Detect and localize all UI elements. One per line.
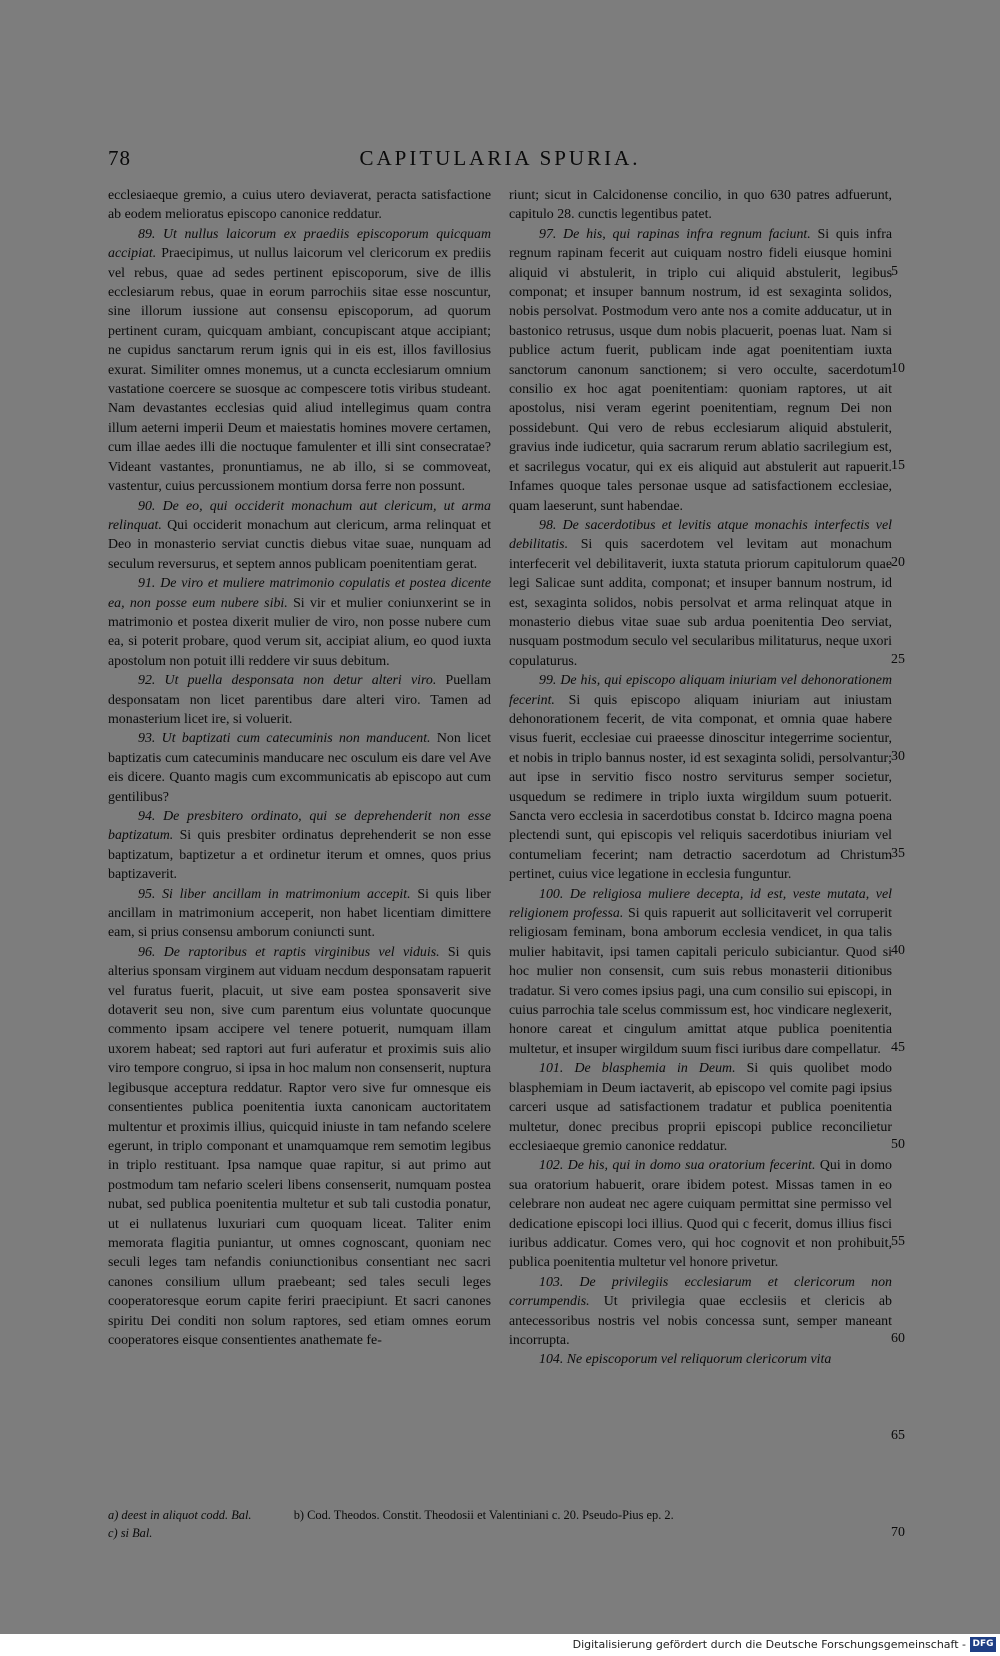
paragraph bbox=[108, 225, 491, 497]
paragraph bbox=[509, 1350, 892, 1369]
chapter-heading: 103. De privilegiis ecclesiarum et clericorum non corrumpendis. bbox=[509, 1274, 892, 1310]
chapter-heading: 99. De his, qui episcopo aliquam iniuriam vel dehonorationem fecerint. bbox=[509, 673, 892, 708]
chapter-heading: 100. De religiosa muliere decepta, id est, veste mutata, vel religionem professa. bbox=[509, 886, 892, 922]
chapter-heading: 102. De his, qui in domo sua oratorium fecerint. bbox=[539, 1158, 816, 1174]
left-column bbox=[108, 186, 491, 1350]
paragraph-text: Si vir et mulier coniunxerint se in matrimonio et postea dixerit mulier de viro, non posse nubere cum ea, si poterit probare, quod verum sit, accipiat alium, eo quod iuxta apostolum non potuit illi reddere vir suus debitum. bbox=[108, 595, 491, 669]
chapter-heading: 96. De raptoribus et raptis virginibus vel viduis. bbox=[138, 944, 440, 960]
paragraph bbox=[509, 516, 892, 671]
right-column bbox=[509, 186, 892, 1370]
paragraph-text: Qui occiderit monachum aut clericum, arma relinquat et Deo in monasterio serviat cunctis diebus vitae suae, nunquam ad seculum reversurus, et septem annos publicam poenitentiam gerat. bbox=[108, 517, 491, 572]
footnote-b: b) Cod. Theodos. Constit. Theodosii et Valentiniani c. 20. Pseudo-Pius ep. 2. bbox=[293, 1508, 674, 1522]
line-number: 40 bbox=[891, 942, 905, 958]
paragraph-text: Si quis rapuerit aut sollicitaverit vel corruperit religiosam feminam, bona amborum ecclesia vendicet, in qua talis mulier habitavit, ipsi tamen capitali periculo subiciantur. Quod si hoc mulier non consensit, cum suis rebus monasterii ditionibus tradatur. Si vero comes ipsius pagi, una cum consilio sui episcopi, in cuius parrochia tale scelus commissum est, hoc vindicare neglexerit, honore careat et cingulum amittat atque publica poenitentia multetur, et insuper wirgildum suum fisci iuribus dare compellatur. bbox=[509, 906, 892, 1057]
paragraph-text: Qui in domo sua oratorium habuerit, orare ibidem potest. Missas tamen in eo celebrare non audeat nec agere cuiquam permittat sine permisso vel dedicatione episcopi loci illius. Quod qui c fecerit, domus illius fisci iuribus addicatur. Comes vero, qui hoc cognovit et non prohibuit, publica poenitentia multetur vel honore privetur. bbox=[509, 1158, 892, 1271]
paragraph-text: Si quis episcopo aliquam iniuriam aut iniustam dehonorationem fecerit, de vita componat, et omnia quae habere visus fuerit, ecclesiae cui praeesse dinoscitur integerrime socientur, et nobis in triplo bannus noster, id est sexaginta solidi, persolvantur; aut ipse in servitio fisco nostro serviturus semper societur, usquedum se redimere in triplo iuxta wirgildum suum potuerit. Sancta vero ecclesia in sacerdotibus constat b. Idcirco magna poena plectendi sunt, qui episcopis vel reliquis sacerdotibus iniuriam vel contumeliam fecerint; nam detractio sacerdotum ad Christum pertinet, cuius vice legatione in ecclesia funguntur. bbox=[509, 692, 892, 883]
paragraph bbox=[108, 943, 491, 1351]
paragraph bbox=[509, 671, 892, 884]
paragraph-text: Si quis alterius sponsam virginem aut viduam necdum desponsatam rapuerit vel furatus fuerit, placuit, ut sive eam postea sponsaverit sive dotaverit seu non, sive cum parentum eius voluntate quocunque commento ipsam accipere vel tenere potuerit, numquam illam uxorem habeat; sed raptori aut furi auferatur et proximis suis alio viro tempore congruo, si ipsa in hoc malum non consenserit, nuptura legibusque acceptura reddatur. Raptor vero sive fur omnesque eis consentientes publica poenitentia iuxta canonicam auctoritatem multentur et proximis illius, quicquid iniuste in tam nefando scelere egerunt, in triplo componant et unamquamque rem semotim legibus in triplo restituant. Ipsa namque quae rapitur, si aut primo aut postmodum tam nefario sceleri libens consenserit, numquam postea nubat, sed publica poenitentia multetur et sub tali custodia ponatur, ut ei nullatenus luxuriari cum quoquam liceat. Taliter enim memorata flagitia puniantur, ut omnes cognoscant, quoniam nec seculi leges tam nefandis coniunctionibus consentiant nec sacri canones consilium ullum praebeant; sed tales seculi leges cooperatoresque eorum capite feriri praecipiunt. Et sacri canones spiritu Dei conditi non solum raptores, sed etiam omnes eorum cooperatores eisque consentientes anathemate fe- bbox=[108, 944, 491, 1348]
chapter-heading: 93. Ut baptizati cum catecuminis non manducent. bbox=[138, 731, 431, 747]
paragraph bbox=[509, 1059, 892, 1156]
paragraph-text: riunt; sicut in Calcidonense concilio, in quo 630 patres adfuerunt, capitulo 28. cunctis legentibus patet. bbox=[509, 188, 892, 223]
line-number: 70 bbox=[891, 1524, 905, 1540]
paragraph bbox=[509, 1273, 892, 1351]
paragraph bbox=[509, 186, 892, 225]
chapter-heading: 90. De eo, qui occiderit monachum aut clericum, ut arma relinquat. bbox=[108, 498, 491, 533]
running-title: CAPITULARIA SPURIA. bbox=[359, 146, 641, 170]
paragraph-text: Ut privilegia quae ecclesiis et clericis ab antecessoribus nostris vel nobis concessa sunt, semper maneant incorrupta. bbox=[509, 1294, 892, 1348]
chapter-heading: 92. Ut puella desponsata non detur alteri viro. bbox=[138, 673, 437, 689]
chapter-heading: 89. Ut nullus laicorum ex praediis episcoporum quicquam accipiat. bbox=[108, 226, 491, 262]
paragraph-text: Si quis infra regnum rapinam fecerit aut cuiquam nostro fideli eiusque homini aliquid vi abstulerit, in triplo cui aliquid abstulerit, legibus componat; et insuper bannum nostrum, id est sexaginta solidos, nobis persolvat. Postmodum vero ante nos a comite adducatur, ut in bastonico retrusus, usque dum nobis placuerit, poenas luat. Nam si publice actum fuerit, publicam inde agat poenitentiam iuxta sanctorum canonum sanctionem; si vero occulte, sacerdotum consilio ex hoc agat poenitentiam: quoniam raptores, ut ait apostolus, nisi veram egerint poenitentiam, regnum Dei non possidebunt. Qui vero de rebus ecclesiarum aliquid abstulerit, gravius inde iudicetur, quia sacrarum rerum ablatio sacrilegium est, et sacrilegus vocatur, qui ex eis aliquid aut abstulerit aut rapuerit. Infames quoque tales personae usque ad satisfactionem ecclesiae, quam laeserunt, sunt habendae. bbox=[509, 226, 892, 514]
paragraph bbox=[108, 885, 491, 943]
footnote-c: c) si Bal. bbox=[108, 1526, 153, 1540]
digitization-footer bbox=[0, 1634, 1000, 1656]
chapter-heading: 97. De his, qui rapinas infra regnum faciunt. bbox=[539, 226, 811, 242]
footer-credit: Digitalisierung gefördert durch die Deutsche Forschungsgemeinschaft - bbox=[572, 1638, 966, 1651]
chapter-heading: 104. Ne episcoporum vel reliquorum clericorum vita bbox=[539, 1352, 832, 1368]
paragraph-text: Puellam desponsatam non licet parentibus dare alteri viro. Tamen ad monasterium licet ire, si voluerit. bbox=[108, 673, 491, 727]
line-number: 35 bbox=[891, 845, 905, 861]
paragraph bbox=[108, 671, 491, 729]
line-number: 55 bbox=[891, 1233, 905, 1249]
paragraph bbox=[108, 497, 491, 575]
paragraph bbox=[509, 1156, 892, 1272]
chapter-heading: 98. De sacerdotibus et levitis atque monachis interfectis vel debilitatis. bbox=[509, 517, 892, 553]
line-number: 45 bbox=[891, 1039, 905, 1055]
paragraph-text: Si quis presbiter ordinatus deprehenderit se non esse baptizatum, baptizetur a et ordinetur iterum et omnes, quos prius baptizaverit. bbox=[108, 828, 491, 883]
chapter-heading: 95. Si liber ancillam in matrimonium accepit. bbox=[138, 886, 411, 902]
paragraph bbox=[108, 186, 491, 225]
paragraph-text: Si quis liber ancillam in matrimonium acceperit, non habet licentiam dimittere eam, si prius consensu amborum coniuncti sunt. bbox=[108, 886, 491, 941]
paragraph-text: Non licet baptizatis cum catecuminis manducare nec osculum eis dare vel Ave eis dicere. Quanto magis cum excommunicatis ab episcopo aut cum gentilibus? bbox=[108, 731, 491, 805]
chapter-heading: 94. De presbitero ordinato, qui se deprehenderit non esse baptizatum. bbox=[108, 809, 491, 844]
paragraph-text: ecclesiaeque gremio, a cuius utero deviaverat, peracta satisfactione ab eodem melioratus episcopo canonice reddatur. bbox=[108, 188, 491, 223]
line-number: 15 bbox=[891, 457, 905, 473]
line-number: 65 bbox=[891, 1427, 905, 1443]
dfg-logo: DFG bbox=[970, 1637, 996, 1652]
page-header bbox=[108, 146, 892, 178]
page-number: 78 bbox=[108, 146, 131, 170]
line-number: 5 bbox=[891, 263, 898, 279]
chapter-heading: 91. De viro et muliere matrimonio copulatis et postea dicente ea, non posse eum nubere sibi. bbox=[108, 576, 491, 611]
paragraph-text: Praecipimus, ut nullus laicorum vel clericorum ex prediis vel rebus, quae ad sedes pertinent episcoporum, sive de illis ecclesiarum rebus, quae in eorum parrochiis sitae esse noscuntur, sine illorum iussione aut consensu episcoporum, ad quorum pertinent curam, quicquam ambiant, concupiscant atque accipiant; ne cupidus sanctarum rerum ignis qui in eis est, illos favillosius exurat. Similiter omnes monemus, ut a cuncta ecclesiarum omnium vastatione coercere se suosque ac compescere totis viribus studeant. Nam devastantes ecclesias quid aliud intellegimus quam contra illum aeterni imperii Deum et maiestatis homines movere certamen, cum illae aedes illi die noctuque famulenter et illi sint consecratae? Videant vastantes, pronuntiamus, ne ab illo, si se commoveat, vastentur, cuius percussionem montium dorsa ferre non possunt. bbox=[108, 246, 491, 495]
paragraph bbox=[108, 807, 491, 885]
paragraph bbox=[108, 729, 491, 807]
line-number: 60 bbox=[891, 1330, 905, 1346]
footnote-a: a) deest in aliquot codd. Bal. bbox=[108, 1508, 252, 1522]
paragraph bbox=[509, 885, 892, 1060]
line-number: 10 bbox=[891, 360, 905, 376]
chapter-heading: 101. De blasphemia in Deum. bbox=[539, 1061, 736, 1077]
paragraph bbox=[509, 225, 892, 516]
line-number: 30 bbox=[891, 748, 905, 764]
paragraph-text: Si quis sacerdotem vel levitam aut monachum interfecerit vel debilitaverit, iuxta statuta priorum capitulorum quae legi Salicae sunt addita, componat; et insuper bannum nostrum, id est, sexaginta solidos, nobis persolvat et arma relinquat atque in monasterio diebus vitae suae sub ardua poenitentia Deo serviat, nusquam postmodum seculo vel secularibus militaturus, neque uxori copulaturus. bbox=[509, 537, 892, 669]
footnotes bbox=[108, 1506, 898, 1542]
line-number: 20 bbox=[891, 554, 905, 570]
paragraph bbox=[108, 574, 491, 671]
line-number: 50 bbox=[891, 1136, 905, 1152]
line-number: 25 bbox=[891, 651, 905, 667]
paragraph-text: Si quis quolibet modo blasphemiam in Deum iactaverit, ab episcopo vel comite pagi ipsius carceri usque ad satisfactionem tradatur et publica poenitentia multetur, donec precibus proprii episcopi publice reconcilietur ecclesiaeque gremio canonice reddatur. bbox=[509, 1061, 892, 1154]
